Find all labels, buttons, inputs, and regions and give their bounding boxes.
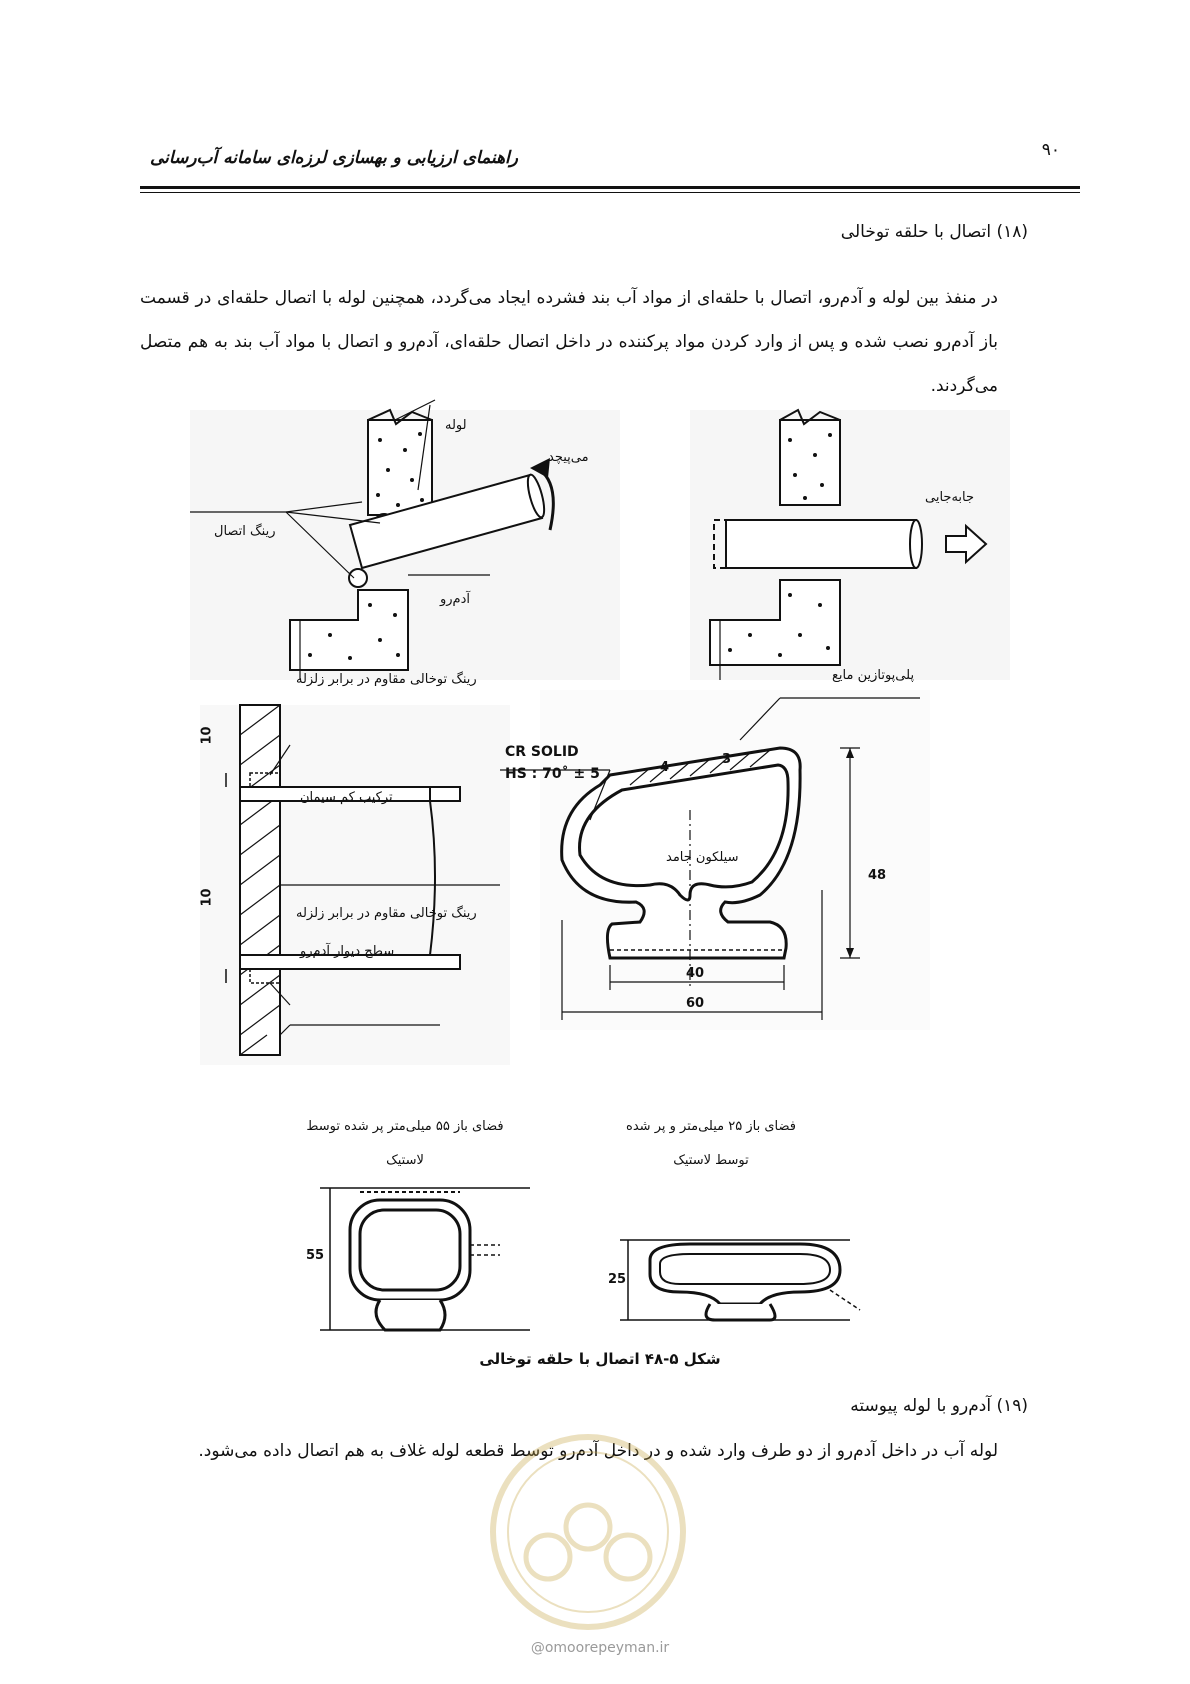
label-pipe: لوله: [445, 418, 467, 433]
dim-top-10: 10: [199, 726, 215, 745]
at-icon: @: [530, 1640, 545, 1656]
dim-25: 25: [608, 1272, 627, 1287]
page-number: ۹۰: [1041, 140, 1060, 160]
figure-bottom-right-drawing: [620, 1230, 880, 1340]
label-ring-top: رینگ توخالی مقاوم در برابر زلزله: [296, 672, 477, 687]
section-19-heading: (۱۹) آدم‌رو با لوله پیوسته: [850, 1396, 1028, 1416]
watermark-seal: [478, 1432, 698, 1632]
running-header-title: راهنمای ارزیابی و بهسازی لرزه‌ای سامانه آب‌رسانی: [150, 148, 518, 168]
footer-website: @omoorepeyman.ir: [530, 1640, 670, 1656]
label-polyurethane: پلی‌پوتازین مایع: [832, 668, 915, 683]
figure-middle-left-drawing: [200, 705, 510, 1065]
dim-4: 4: [660, 760, 670, 775]
subcaption-right: فضای باز ۲۵ میلی‌متر و پر شده توسط لاستیک: [626, 1119, 796, 1168]
section-19-paragraph: لوله آب در داخل آدم‌رو از دو طرف وارد شده و در داخل آدم‌رو توسط قطعه لوله غلاف به هم اتصال داده می‌شود.: [198, 1441, 998, 1461]
dim-bottom-10: 10: [199, 888, 215, 907]
label-cr-solid: CR SOLID: [505, 744, 579, 760]
dim-40: 40: [686, 966, 705, 981]
dim-3: 3: [722, 752, 732, 767]
label-twist: می‌پیچد: [548, 450, 589, 465]
label-move: جابه‌جایی: [925, 490, 975, 505]
header-rule-thin: [140, 192, 1080, 193]
figure-caption: شکل ۵-۴۸ اتصال با حلقه توخالی: [479, 1350, 721, 1368]
header-rule-thick: [140, 186, 1080, 189]
subcaption-left: فضای باز ۵۵ میلی‌متر پر شده توسط لاستیک: [306, 1119, 504, 1168]
dim-48: 48: [868, 868, 887, 883]
figure-top-right-drawing: [690, 410, 1010, 680]
label-silicone: سیلکون جامد: [666, 850, 739, 865]
label-hardness: HS : 70˚ ± 5: [505, 766, 600, 782]
label-wall-surface: سطح دیوار آدم‌رو: [300, 944, 395, 959]
figure-bottom-left-drawing: [300, 1180, 550, 1340]
label-ring-connection: رینگ اتصال: [214, 524, 276, 539]
dim-55: 55: [306, 1248, 325, 1263]
section-18-heading: (۱۸) اتصال با حلقه توخالی: [840, 222, 1028, 242]
label-ring-bottom: رینگ توخالی مقاوم در برابر زلزله: [296, 906, 477, 921]
section-18-paragraph: در منفذ بین لوله و آدم‌رو، اتصال با حلقه‌ای از مواد آب بند فشرده ایجاد می‌گردد، همچنین لوله با اتصال حلقه‌ای در قسمت باز آدم‌رو نصب شده و پس از وارد کردن مواد پرکننده در داخل اتصال حلقه‌ای، آدم‌رو و اتصال با مواد آب بند به هم متصل می‌گردند.: [140, 288, 998, 396]
dim-60: 60: [686, 996, 705, 1011]
label-cement: ترکیب کم سیمان: [300, 790, 393, 805]
label-manhole: آدم‌رو: [440, 592, 471, 607]
